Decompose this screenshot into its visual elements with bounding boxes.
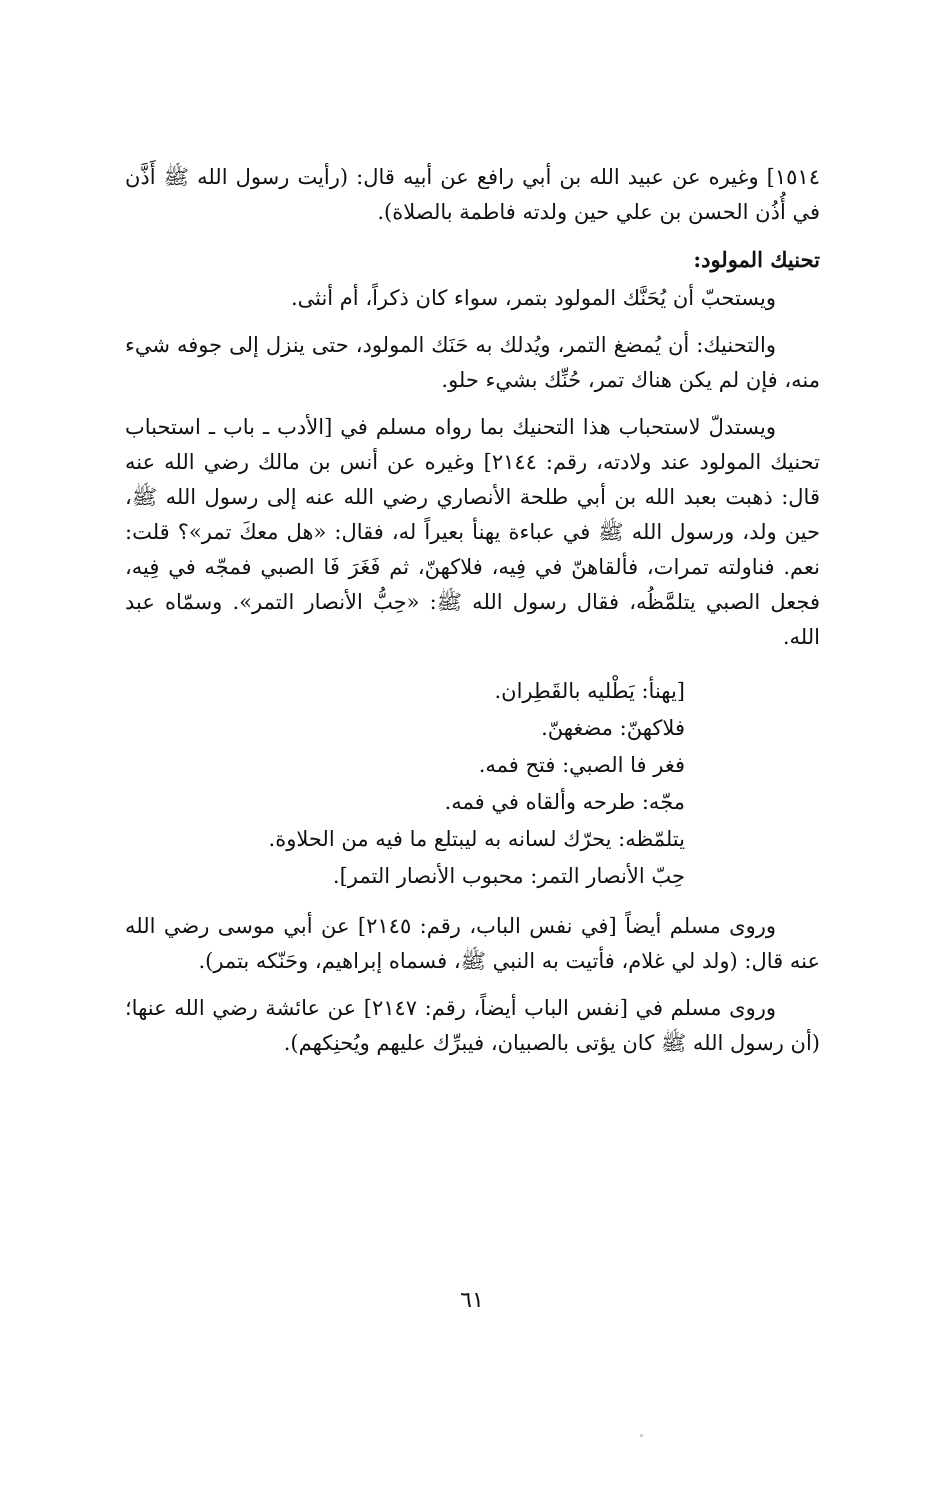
glossary-item: فغر فا الصبي: فتح فمه. (478, 753, 685, 777)
glossary-item: يتلمّظه: يحرّك لسانه به ليبتلع ما فيه من الحلاوة. (268, 827, 685, 851)
paragraph-evidence-2147: وروى مسلم في [نفس الباب أيضاً، رقم: ٢١٤٧] عن عائشة رضي الله عنها؛ (أن رسول الله ﷺ كان يؤتى بالصبيان، فيبرِّك عليهم ويُحنِكهم). (125, 996, 820, 1055)
glossary-item: [يهنأ: يَطْليه بالقَطِران. (494, 679, 685, 703)
section-heading: تحنيك المولود: (693, 247, 820, 272)
paragraph-definition: والتحنيك: أن يُمضغ التمر، ويُدلك به حَنَك المولود، حتى ينزل إلى جوفه شيء منه، فإن لم يكن هناك تمر، حُنِّك بشيء حلو. (125, 333, 820, 392)
paragraph-hadith-1514: ١٥١٤] وغيره عن عبيد الله بن أبي رافع عن أبيه قال: (رأيت رسول الله ﷺ أَذَّن في أُذُن الحسن بن علي حين ولدته فاطمة بالصلاة). (125, 165, 820, 224)
glossary-item: حِبّ الأنصار التمر: محبوب الأنصار التمر]. (332, 864, 685, 888)
scan-speck (640, 1434, 643, 1437)
paragraph-recommendation: ويستحبّ أن يُحَنَّك المولود بتمر، سواء كان ذكراً، أم أنثى. (290, 286, 776, 310)
glossary-block (125, 673, 820, 895)
paragraph-evidence-2145: وروى مسلم أيضاً [في نفس الباب، رقم: ٢١٤٥] عن أبي موسى رضي الله عنه قال: (ولد لي غلام، فأتيت به النبي ﷺ، فسماه إبراهيم، وحَنّكه بتمر). (125, 914, 820, 973)
paragraph-evidence-2144: ويستدلّ لاستحباب هذا التحنيك بما رواه مسلم في [الأدب ـ باب ـ استحباب تحنيك المولود عند ولادته، رقم: ٢١٤٤] وغيره عن أنس بن مالك رضي الله عنه قال: ذهبت بعبد الله بن أبي طلحة الأنصاري رضي الله عنه إلى رسول الله ﷺ، حين ولد، ورسول الله ﷺ في عباءة يهنأ بعيراً له، فقال: «هل معكَ تمر»؟ قلت: نعم. فناولته تمرات، فألقاهنّ في فِيه، فلاكهنّ، ثم فَغَرَ فَا الصبي فمجّه في فِيه، فجعل الصبي يتلمَّظُه، فقال رسول الله ﷺ: «حِبُّ الأنصار التمر». وسمّاه عبد الله. (125, 415, 820, 649)
glossary-item: مجّه: طرحه وألقاه في فمه. (444, 790, 685, 814)
page-number: ٦١ (460, 1288, 484, 1313)
page-body (125, 160, 820, 1073)
glossary-item: فلاكهنّ: مضغهنّ. (541, 716, 685, 740)
